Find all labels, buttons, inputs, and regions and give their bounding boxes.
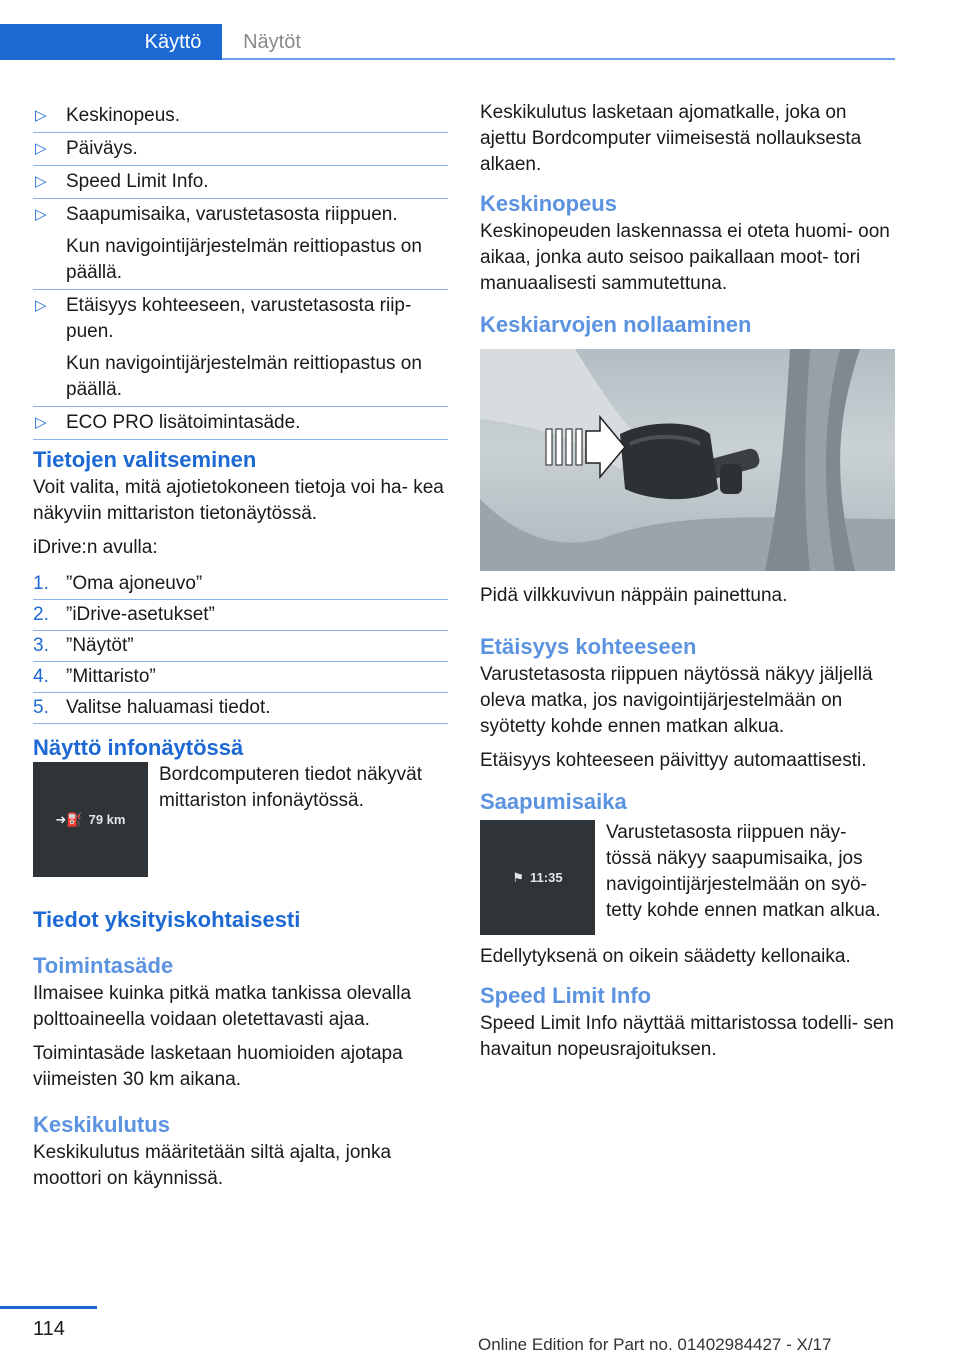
edition-text: Online Edition for Part no. 01402984427 - X/17 [478,1335,832,1354]
list-item [33,133,448,166]
list-item-subtext: Kun navigointijärjestelmän reittiopastus on päällä. [66,236,422,283]
list-item [33,100,448,133]
tab-kaytto[interactable]: Käyttö [144,31,202,53]
step-number: 3. [33,635,49,656]
step-item [33,693,448,724]
list-item [33,199,448,290]
details-heading: Tiedot yksityiskohtaisesti [33,907,301,932]
step-item [33,600,448,631]
limit-heading: Speed Limit Info [480,983,652,1008]
step-text: ”iDrive-asetukset” [66,604,215,625]
step-text: Valitse haluamasi tiedot. [66,697,271,718]
list-item [33,290,448,407]
list-item-text: Päiväys. [66,138,138,159]
turn-signal-lever-photo [480,349,895,571]
page-number: 114 [33,1318,65,1340]
feature-list [33,100,448,440]
list-item [33,407,448,440]
triangle-bullet-icon: ▷ [35,107,47,124]
arrival-figure-row [480,820,895,938]
select-heading: Tietojen valitseminen [33,447,257,472]
step-number: 5. [33,697,49,718]
right-column [480,100,895,1071]
triangle-bullet-icon: ▷ [35,297,47,314]
step-item [33,631,448,662]
step-list [33,569,448,724]
list-item-text: Keskinopeus. [66,105,181,126]
distance-heading: Etäisyys kohteeseen [480,634,697,659]
triangle-bullet-icon: ▷ [35,140,47,157]
info-text: Bordcomputeren tiedot näkyvät mittariston infonäytössä. [159,764,422,811]
range-text-1: Ilmaisee kuinka pitkä matka tankissa olevalla polttoaineella voidaan oletettavasti ajaa. [33,983,412,1030]
range-fuel-icon: ➜⛽ [55,811,83,827]
lever-illustration [480,349,895,571]
list-item-text: Saapumisaika, varustetasosta riippuen. [66,204,398,225]
step-text: ”Mittaristo” [66,666,156,687]
idrive-text: iDrive:n avulla: [33,537,158,558]
consumption-text: Keskikulutus määritetään siltä ajalta, jonka moottori on käynnissä. [33,1142,392,1189]
triangle-bullet-icon: ▷ [35,206,47,223]
arrival-heading: Saapumisaika [480,789,627,814]
list-item-text: ECO PRO lisätoimintasäde. [66,412,301,433]
list-item-subtext: Kun navigointijärjestelmän reittiopastus on päällä. [66,353,422,400]
left-column [33,100,448,1200]
distance-text-2: Etäisyys kohteeseen päivittyy automaattisesti. [480,750,867,771]
clock-text: Edellytyksenä on oikein säädetty kellonaika. [480,946,851,967]
header-rule [222,58,895,60]
info-display-image [33,762,148,877]
triangle-bullet-icon: ▷ [35,173,47,190]
triangle-bullet-icon: ▷ [35,414,47,431]
range-heading: Toimintasäde [33,953,174,978]
arrival-display-value: 11:35 [530,870,563,885]
info-figure-row [33,762,448,880]
step-item [33,569,448,600]
info-heading: Näyttö infonäytössä [33,735,244,760]
flag-clock-icon: ⚑ [512,869,525,885]
step-text: ”Oma ajoneuvo” [66,573,203,594]
step-number: 4. [33,666,49,687]
speed-heading: Keskinopeus [480,191,617,216]
select-text: Voit valita, mitä ajotietokoneen tietoja voi ha‐ kea näkyviin mittariston tietonäytössä. [33,477,444,524]
info-display-value: 79 km [88,812,126,827]
reset-text: Pidä vilkkuvivun näppäin painettuna. [480,585,788,606]
footer-line [0,1306,97,1309]
list-item [33,166,448,199]
header-tabs [0,0,960,64]
speed-text: Keskinopeuden laskennassa ei oteta huomi‐ oon aikaa, jonka auto seisoo paikallaan moot‐ tori manuaalisesti sammutettuna. [480,221,890,294]
step-item [33,662,448,693]
limit-text: Speed Limit Info näyttää mittaristossa todelli‐ sen havaitun nopeusrajoituksen. [480,1013,894,1060]
consumption-heading: Keskikulutus [33,1112,170,1137]
distance-text-1: Varustetasosta riippuen näytössä näkyy jäljellä oleva matka, jos navigointijärjestelmään on syötetty kohde ennen matkan alkua. [480,664,873,737]
step-number: 2. [33,604,49,625]
reset-heading: Keskiarvojen nollaaminen [480,312,752,337]
range-text-2: Toimintasäde lasketaan huomioiden ajotapa viimeisten 30 km aikana. [33,1043,403,1090]
consumption-text-2: Keskikulutus lasketaan ajomatkalle, joka on ajettu Bordcomputer viimeisestä nollauksesta alkaen. [480,102,862,175]
arrival-text: Varustetasosta riippuen näy‐ tössä näkyy saapumisaika, jos navigointijärjestelmään on syö‐ tetty kohde ennen matkan alkua. [606,822,881,921]
arrival-display-image [480,820,595,935]
step-text: ”Näytöt” [66,635,134,656]
tab-naytot[interactable]: Näytöt [243,31,301,53]
list-item-text: Etäisyys kohteeseen, varustetasosta riip‐ puen. [66,295,412,342]
step-number: 1. [33,573,49,594]
list-item-text: Speed Limit Info. [66,171,209,192]
